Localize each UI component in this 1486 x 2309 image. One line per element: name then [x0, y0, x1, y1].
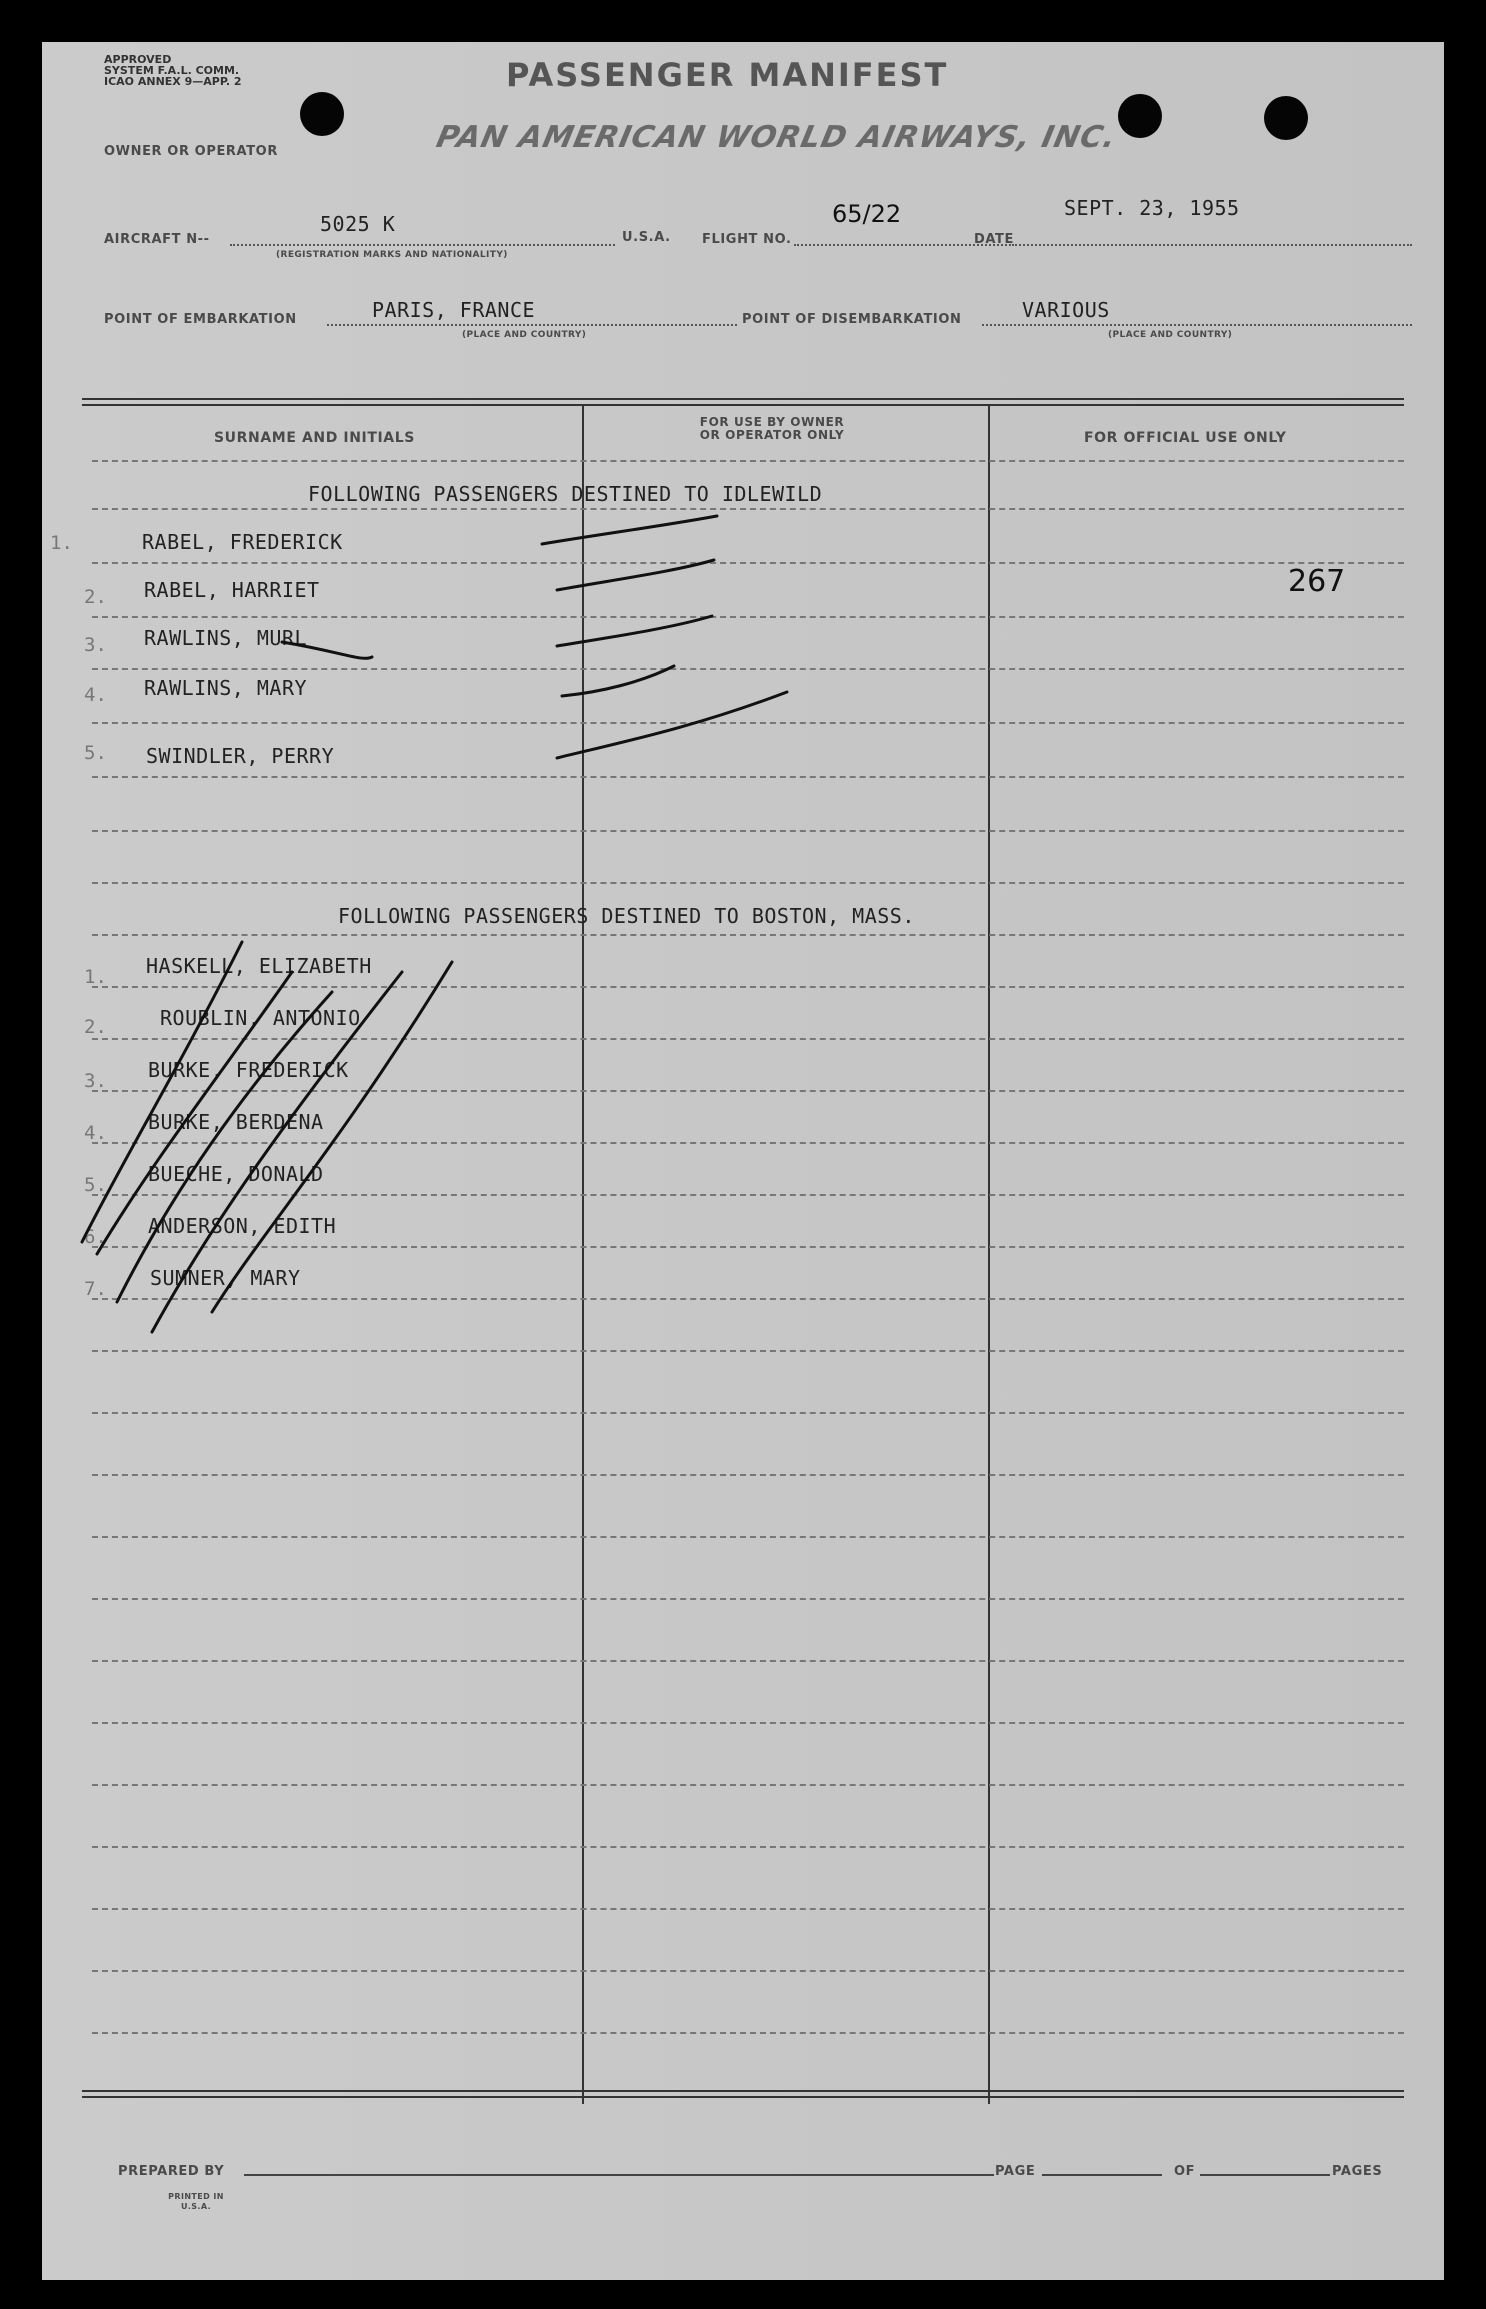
- passenger-number: 4.: [84, 684, 107, 706]
- check-mark-4: [562, 666, 674, 696]
- passenger-name: ANDERSON, EDITH: [148, 1214, 337, 1238]
- check-mark-9: [152, 972, 402, 1332]
- passenger-name: SUMNER, MARY: [150, 1266, 301, 1290]
- prepared-line: [244, 2174, 994, 2176]
- disembark-caption: (PLACE AND COUNTRY): [1108, 330, 1233, 340]
- approval-line-2: SYSTEM F.A.L. COMM.: [104, 64, 240, 77]
- aircraft-value: 5025 K: [320, 212, 396, 236]
- passenger-name: BURKE, FREDERICK: [148, 1058, 349, 1082]
- passenger-number: 2.: [84, 586, 107, 608]
- passenger-number: 1.: [50, 532, 73, 554]
- check-mark-5: [557, 692, 787, 758]
- passenger-number: 6.: [84, 1226, 107, 1248]
- column-header-official-use: FOR OFFICIAL USE ONLY: [1084, 430, 1287, 446]
- flight-value: 65/22: [832, 200, 902, 228]
- printer-mark: PRINTED IN U.S.A.: [168, 2192, 224, 2211]
- column-header-surname: SURNAME AND INITIALS: [214, 430, 415, 446]
- of-label: OF: [1174, 2164, 1196, 2179]
- section-heading-idlewild: FOLLOWING PASSENGERS DESTINED TO IDLEWILD: [308, 482, 823, 506]
- passenger-name: SWINDLER, PERRY: [146, 744, 335, 768]
- column-header-owner-use: FOR USE BY OWNER OR OPERATOR ONLY: [699, 415, 845, 442]
- disembark-value: VARIOUS: [1022, 298, 1110, 322]
- page-label: PAGE: [995, 2164, 1036, 2179]
- date-value: SEPT. 23, 1955: [1064, 196, 1240, 220]
- passenger-number: 4.: [84, 1122, 107, 1144]
- check-mark-10: [212, 962, 452, 1312]
- passenger-name: BUECHE, DONALD: [148, 1162, 324, 1186]
- murl-correction: [282, 642, 372, 658]
- aircraft-label: AIRCRAFT N--: [104, 232, 210, 247]
- embark-value: PARIS, FRANCE: [372, 298, 536, 322]
- check-mark-8: [117, 992, 332, 1302]
- of-line: [1200, 2174, 1330, 2176]
- passenger-name: ROUBLIN, ANTONIO: [160, 1006, 361, 1030]
- passenger-name: RAWLINS, MARY: [144, 676, 308, 700]
- manifest-sheet: [42, 42, 1444, 2280]
- manifest-title: PASSENGER MANIFEST: [506, 56, 949, 94]
- date-label: DATE: [974, 232, 1014, 247]
- section-heading-boston: FOLLOWING PASSENGERS DESTINED TO BOSTON, MASS.: [338, 904, 915, 928]
- passenger-name: RAWLINS, MURL: [144, 626, 308, 650]
- pages-label: PAGES: [1332, 2164, 1383, 2179]
- embark-label: POINT OF EMBARKATION: [104, 312, 297, 327]
- disembark-label: POINT OF DISEMBARKATION: [742, 312, 962, 327]
- check-mark-3: [557, 616, 712, 646]
- approval-line-3: ICAO ANNEX 9—APP. 2: [104, 75, 242, 88]
- passenger-name: RABEL, FREDERICK: [142, 530, 343, 554]
- passenger-number: 3.: [84, 634, 107, 656]
- passenger-name: HASKELL, ELIZABETH: [146, 954, 372, 978]
- passenger-number: 5.: [84, 1174, 107, 1196]
- table-bottom-rule: [82, 2090, 1404, 2098]
- passenger-number: 7.: [84, 1278, 107, 1300]
- handwritten-marks: [42, 42, 1444, 2280]
- check-mark-7: [97, 972, 292, 1254]
- flight-label: FLIGHT NO.: [702, 232, 792, 247]
- passenger-number: 2.: [84, 1016, 107, 1038]
- approval-line-1: APPROVED: [104, 53, 172, 66]
- prepared-label: PREPARED BY: [118, 2164, 225, 2179]
- official-note: 267: [1288, 564, 1346, 599]
- page-line: [1042, 2174, 1162, 2176]
- passenger-name: BURKE, BERDENA: [148, 1110, 324, 1134]
- owner-value: PAN AMERICAN WORLD AIRWAYS, INC.: [433, 120, 1120, 155]
- check-mark-1: [542, 516, 717, 544]
- embark-caption: (PLACE AND COUNTRY): [462, 330, 587, 340]
- check-mark-6: [82, 942, 242, 1242]
- usa-label: U.S.A.: [622, 230, 671, 245]
- passenger-name: RABEL, HARRIET: [144, 578, 320, 602]
- passenger-number: 3.: [84, 1070, 107, 1092]
- registration-caption: (REGISTRATION MARKS AND NATIONALITY): [276, 250, 508, 260]
- owner-label: OWNER OR OPERATOR: [104, 144, 278, 159]
- check-mark-2: [557, 560, 714, 590]
- passenger-number: 1.: [84, 966, 107, 988]
- passenger-number: 5.: [84, 742, 107, 764]
